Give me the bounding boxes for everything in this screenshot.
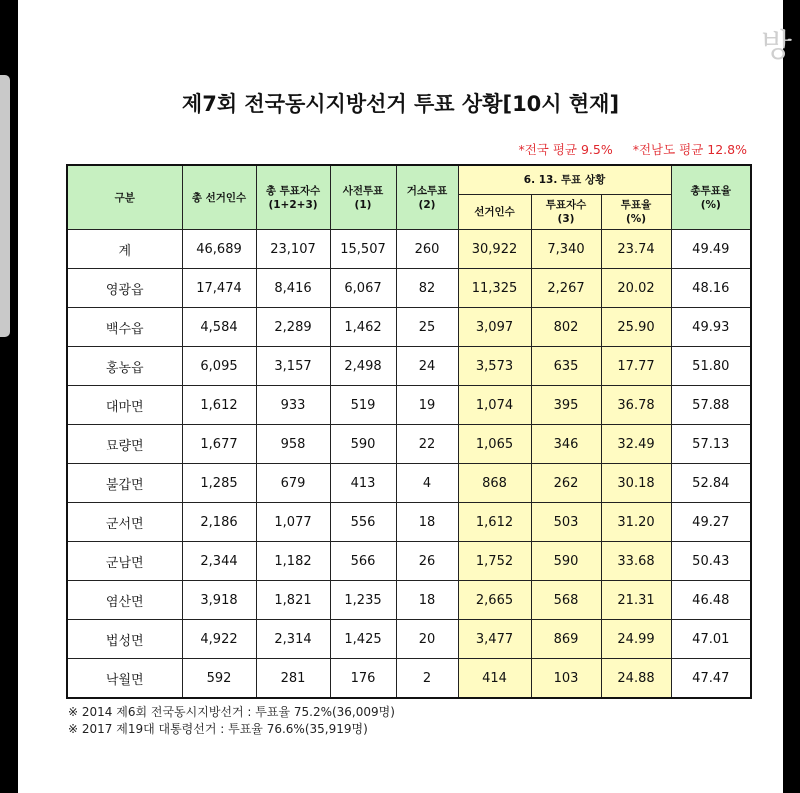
national-average: *전국 평균 9.5% <box>518 142 613 157</box>
cell-early-votes: 566 <box>330 542 396 581</box>
cell-day-rate: 31.20 <box>601 503 671 542</box>
average-turnout-note <box>518 140 747 158</box>
cell-total-voters: 2,344 <box>182 542 256 581</box>
cell-absentee-votes: 18 <box>396 503 458 542</box>
cell-early-votes: 1,462 <box>330 308 396 347</box>
cell-division: 백수읍 <box>67 308 182 347</box>
cell-total-rate: 57.88 <box>671 386 751 425</box>
cell-absentee-votes: 18 <box>396 581 458 620</box>
cell-total-votes: 1,182 <box>256 542 330 581</box>
cell-total-rate: 46.48 <box>671 581 751 620</box>
cell-total-voters: 1,677 <box>182 425 256 464</box>
cell-day-rate: 25.90 <box>601 308 671 347</box>
table-row <box>67 581 751 620</box>
header-division: 구분 <box>67 165 182 230</box>
cell-absentee-votes: 25 <box>396 308 458 347</box>
cell-day-votes: 346 <box>531 425 601 464</box>
cell-absentee-votes: 26 <box>396 542 458 581</box>
table-row <box>67 269 751 308</box>
cell-day-voters: 1,065 <box>458 425 531 464</box>
cell-total-voters: 3,918 <box>182 581 256 620</box>
cell-total-votes: 1,077 <box>256 503 330 542</box>
cell-day-voters: 1,612 <box>458 503 531 542</box>
cell-day-rate: 21.31 <box>601 581 671 620</box>
header-day-rate-line2: (%) <box>625 213 647 225</box>
cell-total-rate: 47.01 <box>671 620 751 659</box>
cell-day-votes: 802 <box>531 308 601 347</box>
turnout-table <box>66 164 752 699</box>
table-row <box>67 659 751 699</box>
cell-total-votes: 3,157 <box>256 347 330 386</box>
cell-total-voters: 1,612 <box>182 386 256 425</box>
cell-day-rate: 24.99 <box>601 620 671 659</box>
header-total-rate-line1: 총투표율 <box>690 184 732 197</box>
cell-total-rate: 48.16 <box>671 269 751 308</box>
cell-early-votes: 556 <box>330 503 396 542</box>
cell-day-rate: 32.49 <box>601 425 671 464</box>
header-absentee-line1: 거소투표 <box>406 184 448 197</box>
document-page <box>18 0 792 793</box>
cell-early-votes: 413 <box>330 464 396 503</box>
cell-day-voters: 1,074 <box>458 386 531 425</box>
cell-division: 영광읍 <box>67 269 182 308</box>
table-row <box>67 308 751 347</box>
table-row <box>67 347 751 386</box>
cell-total-voters: 1,285 <box>182 464 256 503</box>
cell-day-voters: 2,665 <box>458 581 531 620</box>
table-row <box>67 503 751 542</box>
header-total-rate <box>671 165 751 230</box>
cell-day-votes: 635 <box>531 347 601 386</box>
cell-day-rate: 20.02 <box>601 269 671 308</box>
cell-day-votes: 7,340 <box>531 230 601 269</box>
cell-division: 낙월면 <box>67 659 182 699</box>
header-day-voters: 선거인수 <box>458 195 531 230</box>
header-absentee-voting <box>396 165 458 230</box>
cell-total-votes: 933 <box>256 386 330 425</box>
header-total-votes <box>256 165 330 230</box>
cell-day-voters: 1,752 <box>458 542 531 581</box>
header-total-votes-line1: 총 투표자수 <box>265 184 321 197</box>
cell-total-votes: 23,107 <box>256 230 330 269</box>
cell-division: 불갑면 <box>67 464 182 503</box>
cell-day-voters: 868 <box>458 464 531 503</box>
cell-absentee-votes: 22 <box>396 425 458 464</box>
cell-absentee-votes: 19 <box>396 386 458 425</box>
cell-division: 군서면 <box>67 503 182 542</box>
scroll-handle[interactable] <box>0 75 10 337</box>
cell-day-voters: 3,097 <box>458 308 531 347</box>
cell-division: 계 <box>67 230 182 269</box>
cell-total-voters: 46,689 <box>182 230 256 269</box>
cell-total-votes: 958 <box>256 425 330 464</box>
cell-early-votes: 590 <box>330 425 396 464</box>
cell-early-votes: 1,425 <box>330 620 396 659</box>
page-title: 제7회 전국동시지방선거 투표 상황[10시 현재] <box>181 92 620 116</box>
cell-total-rate: 51.80 <box>671 347 751 386</box>
header-early-line1: 사전투표 <box>342 184 384 197</box>
cell-total-voters: 6,095 <box>182 347 256 386</box>
cell-total-votes: 679 <box>256 464 330 503</box>
cell-total-voters: 2,186 <box>182 503 256 542</box>
cell-absentee-votes: 20 <box>396 620 458 659</box>
table-row <box>67 386 751 425</box>
cell-day-votes: 103 <box>531 659 601 699</box>
cell-total-votes: 8,416 <box>256 269 330 308</box>
cell-day-rate: 36.78 <box>601 386 671 425</box>
table-row <box>67 464 751 503</box>
cell-division: 홍농읍 <box>67 347 182 386</box>
cell-early-votes: 6,067 <box>330 269 396 308</box>
header-total-rate-line2: (%) <box>700 198 721 211</box>
cell-total-votes: 2,314 <box>256 620 330 659</box>
cell-total-rate: 50.43 <box>671 542 751 581</box>
cell-early-votes: 2,498 <box>330 347 396 386</box>
header-total-voters: 총 선거인수 <box>182 165 256 230</box>
header-total-votes-line2: (1+2+3) <box>268 198 318 211</box>
cell-absentee-votes: 24 <box>396 347 458 386</box>
cell-day-rate: 23.74 <box>601 230 671 269</box>
cell-early-votes: 176 <box>330 659 396 699</box>
table-row <box>67 425 751 464</box>
cell-day-rate: 24.88 <box>601 659 671 699</box>
cell-division: 묘량면 <box>67 425 182 464</box>
cell-day-votes: 568 <box>531 581 601 620</box>
header-absentee-line2: (2) <box>418 198 436 211</box>
cell-division: 군남면 <box>67 542 182 581</box>
cell-early-votes: 15,507 <box>330 230 396 269</box>
cell-absentee-votes: 82 <box>396 269 458 308</box>
header-day-votes <box>531 195 601 230</box>
cell-total-voters: 592 <box>182 659 256 699</box>
cell-division: 법성면 <box>67 620 182 659</box>
cell-total-rate: 49.49 <box>671 230 751 269</box>
cropped-corner-text: 방 <box>761 26 792 64</box>
header-day-rate-line1: 투표율 <box>620 199 652 211</box>
cell-total-voters: 4,922 <box>182 620 256 659</box>
cell-day-voters: 3,477 <box>458 620 531 659</box>
cell-total-voters: 4,584 <box>182 308 256 347</box>
jeonnam-average: *전남도 평균 12.8% <box>632 142 747 157</box>
cell-total-votes: 281 <box>256 659 330 699</box>
cell-day-votes: 590 <box>531 542 601 581</box>
table-body <box>67 230 751 699</box>
table-row <box>67 542 751 581</box>
cell-early-votes: 519 <box>330 386 396 425</box>
cell-total-rate: 52.84 <box>671 464 751 503</box>
header-day-votes-line2: (3) <box>557 213 575 225</box>
footnote-2014: ※ 2014 제6회 전국동시지방선거 : 투표율 75.2%(36,009명) <box>68 705 395 719</box>
cell-day-voters: 3,573 <box>458 347 531 386</box>
cell-early-votes: 1,235 <box>330 581 396 620</box>
cell-day-rate: 17.77 <box>601 347 671 386</box>
header-early-voting <box>330 165 396 230</box>
cell-day-rate: 30.18 <box>601 464 671 503</box>
cell-total-voters: 17,474 <box>182 269 256 308</box>
cell-total-rate: 47.47 <box>671 659 751 699</box>
cell-total-votes: 1,821 <box>256 581 330 620</box>
header-early-line2: (1) <box>354 198 372 211</box>
cell-day-rate: 33.68 <box>601 542 671 581</box>
header-day-rate <box>601 195 671 230</box>
cell-day-voters: 30,922 <box>458 230 531 269</box>
cell-division: 염산면 <box>67 581 182 620</box>
cell-day-votes: 869 <box>531 620 601 659</box>
cell-absentee-votes: 2 <box>396 659 458 699</box>
cell-day-votes: 503 <box>531 503 601 542</box>
footnote-2017: ※ 2017 제19대 대통령선거 : 투표율 76.6%(35,919명) <box>68 722 368 736</box>
cell-total-rate: 49.93 <box>671 308 751 347</box>
cell-day-voters: 11,325 <box>458 269 531 308</box>
cell-total-votes: 2,289 <box>256 308 330 347</box>
header-election-day-group: 6. 13. 투표 상황 <box>458 165 671 195</box>
cell-day-voters: 414 <box>458 659 531 699</box>
cell-day-votes: 262 <box>531 464 601 503</box>
cell-absentee-votes: 260 <box>396 230 458 269</box>
cell-absentee-votes: 4 <box>396 464 458 503</box>
table-row <box>67 230 751 269</box>
cell-total-rate: 57.13 <box>671 425 751 464</box>
table-row <box>67 620 751 659</box>
cell-day-votes: 2,267 <box>531 269 601 308</box>
cell-total-rate: 49.27 <box>671 503 751 542</box>
cell-division: 대마면 <box>67 386 182 425</box>
header-day-votes-line1: 투표자수 <box>545 199 587 211</box>
cell-day-votes: 395 <box>531 386 601 425</box>
footnotes <box>68 704 395 738</box>
